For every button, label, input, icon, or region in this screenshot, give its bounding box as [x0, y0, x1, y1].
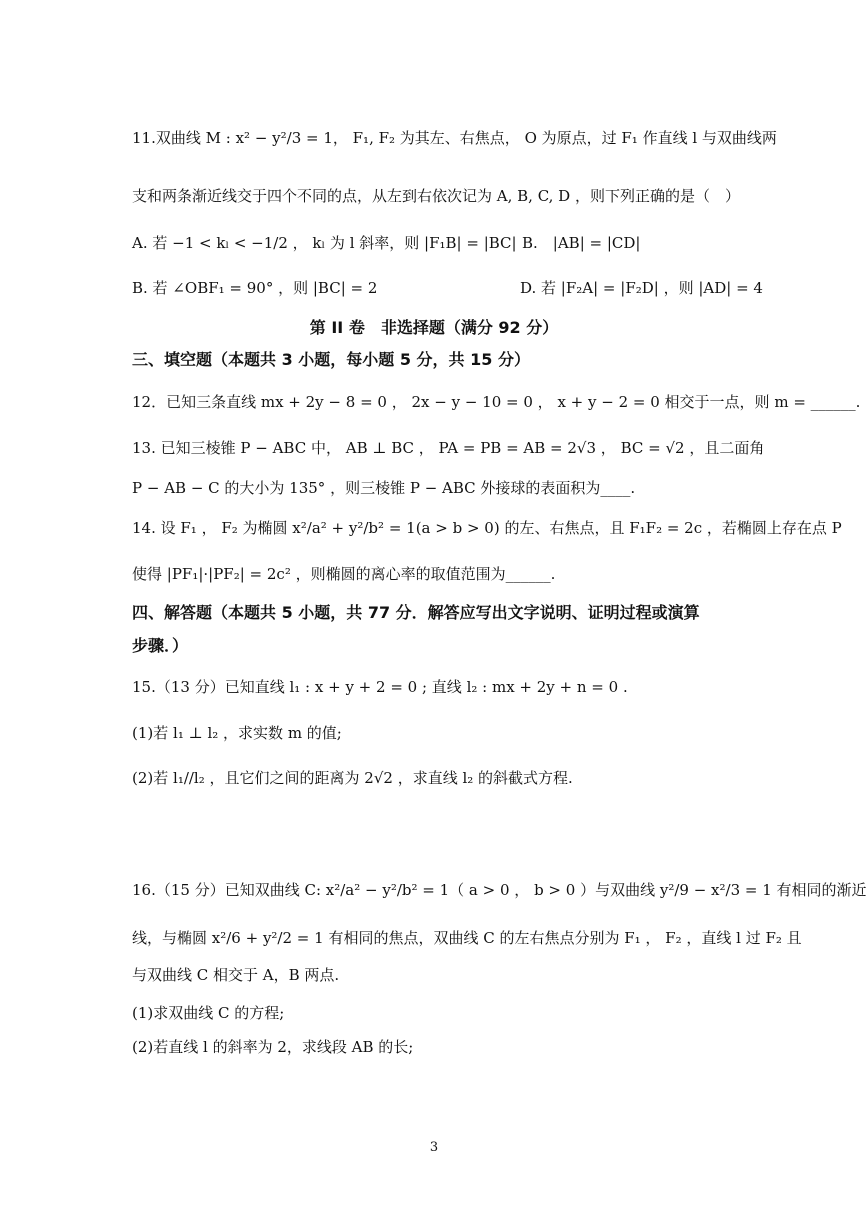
q14-line1: 14. 设 F₁ ， F₂ 为椭圆 x²/a² + y²/b² = 1(a > b > 0) 的左、右焦点，且 F₁F₂ = 2c ，若椭圆上存在点 P — [132, 519, 842, 537]
q11-line2: 支和两条渐近线交于四个不同的点，从左到右依次记为 A, B, C, D ，则下列正确的是（ ） — [132, 187, 740, 205]
q15-part1: (1)若 l₁ ⊥ l₂ ，求实数 m 的值; — [132, 724, 342, 742]
page-number: 3 — [429, 1140, 439, 1155]
q12: 12．已知三条直线 mx + 2y − 8 = 0 ， 2x − y − 10 = 0 ， x + y − 2 = 0 相交于一点，则 m = ______. — [132, 393, 861, 411]
section4-title-line1: 四、解答题（本题共 5 小题，共 77 分．解答应写出文字说明、证明过程或演算 — [132, 603, 700, 622]
q16-line1: 16.（15 分）已知双曲线 C: x²/a² − y²/b² = 1（ a > 0 ， b > 0 ）与双曲线 y²/9 − x²/3 = 1 有相同的渐近 — [132, 881, 867, 899]
section4-title-line2: 步骤．） — [132, 636, 189, 655]
q16-part1: (1)求双曲线 C 的方程; — [132, 1004, 285, 1022]
q11-option-b: B. |AB| = |CD| — [522, 234, 641, 252]
q11-option-c: B. 若 ∠OBF₁ = 90° ，则 |BC| = 2 — [132, 279, 378, 297]
q15-line1: 15.（13 分）已知直线 l₁ : x + y + 2 = 0 ; 直线 l₂ : mx + 2y + n = 0 . — [132, 678, 628, 696]
q13-line1: 13. 已知三棱锥 P − ABC 中， AB ⊥ BC ， PA = PB = AB = 2√3 ， BC = √2 ，且二面角 — [132, 439, 765, 457]
q15-part2: (2)若 l₁//l₂ ，且它们之间的距离为 2√2 ，求直线 l₂ 的斜截式方程. — [132, 769, 573, 787]
q13-line2: P − AB − C 的大小为 135° ，则三棱锥 P − ABC 外接球的表面积为____. — [132, 479, 636, 497]
q16-part2: (2)若直线 l 的斜率为 2，求线段 AB 的长; — [132, 1038, 414, 1056]
q14-line2: 使得 |PF₁|·|PF₂| = 2c² ，则椭圆的离心率的取值范围为______. — [132, 565, 556, 583]
q11-option-d: D. 若 |F₂A| = |F₂D| ，则 |AD| = 4 — [520, 279, 763, 297]
section3-title: 三、填空题（本题共 3 小题，每小题 5 分，共 15 分） — [132, 350, 530, 369]
q16-line3: 与双曲线 C 相交于 A，B 两点. — [132, 966, 340, 984]
part2-title: 第 II 卷 非选择题（满分 92 分） — [309, 318, 559, 337]
q11-option-a: A. 若 −1 < kₗ < −1/2 ， kₗ 为 l 斜率，则 |F₁B| = |BC| — [132, 234, 517, 252]
q16-line2: 线，与椭圆 x²/6 + y²/2 = 1 有相同的焦点，双曲线 C 的左右焦点分别为 F₁ ， F₂ ，直线 l 过 F₂ 且 — [132, 929, 802, 947]
q11-line1: 11.双曲线 M : x² − y²/3 = 1， F₁, F₂ 为其左、右焦点， O 为原点，过 F₁ 作直线 l 与双曲线两 — [132, 129, 777, 147]
